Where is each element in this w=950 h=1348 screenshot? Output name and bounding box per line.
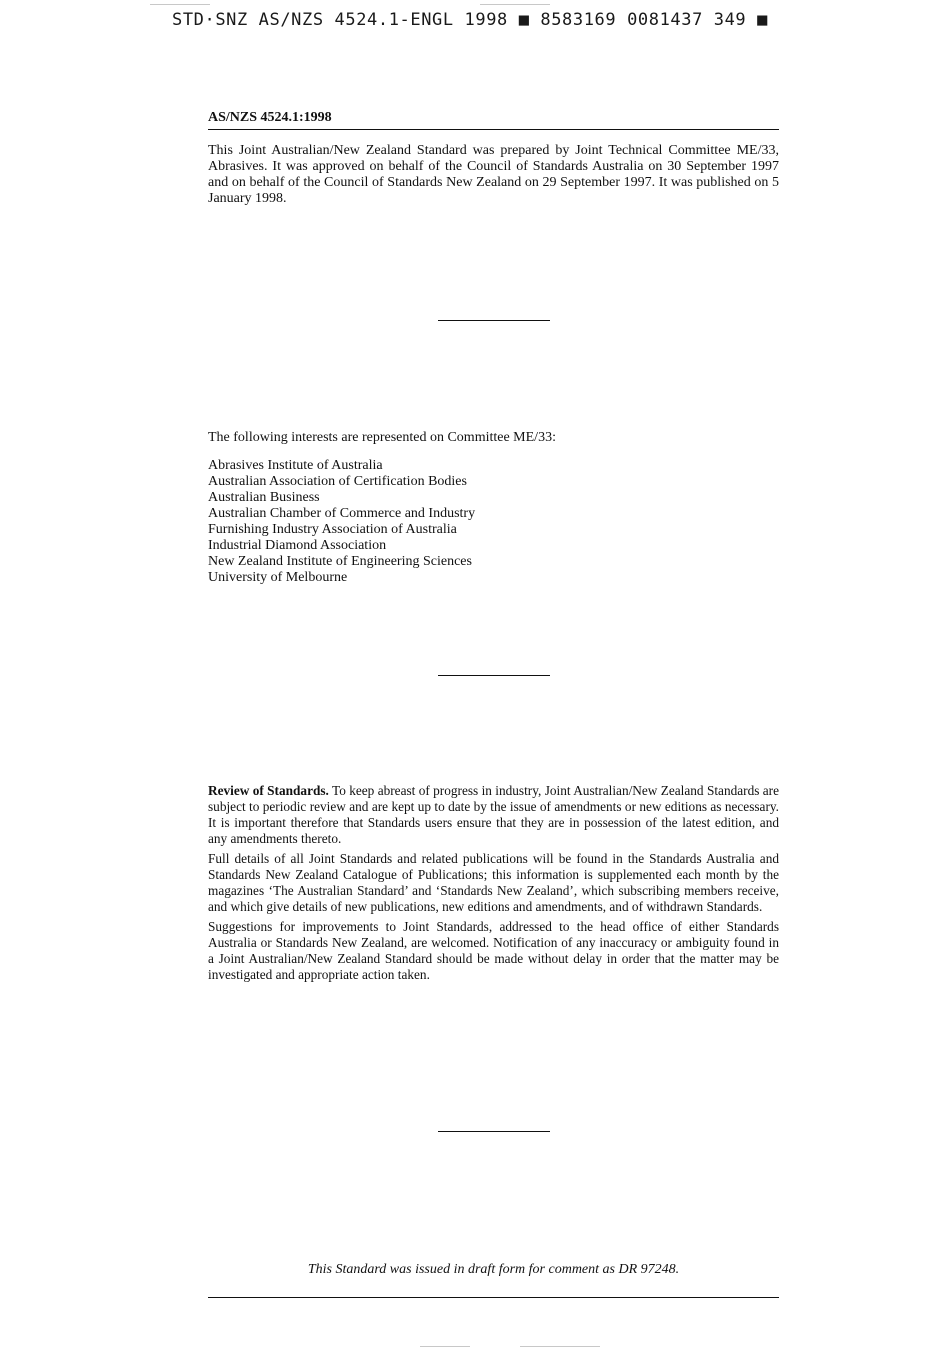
bottom-rule <box>208 1297 779 1298</box>
review-paragraph: Suggestions for improvements to Joint Standards, addressed to the head office of either Standards Australia or Standards New Zealand, are welcomed. Notification of any inaccuracy or ambiguity found in a Joint Australian/New Zealand Standard should be made without delay in order that the matter may be investigated and appropriate action taken. <box>208 919 779 982</box>
scan-artifact <box>480 4 550 5</box>
interests-list <box>208 458 475 586</box>
interests-intro: The following interests are represented on Committee ME/33: <box>208 430 556 445</box>
section-divider <box>438 675 550 676</box>
scan-header-code: STD·SNZ AS/NZS 4524.1-ENGL 1998 ■ 8583169 0081437 349 ■ <box>172 10 768 30</box>
top-rule <box>208 129 779 130</box>
review-heading: Review of Standards. <box>208 783 329 798</box>
list-item: Abrasives Institute of Australia <box>208 458 383 473</box>
scan-artifact <box>420 1346 470 1347</box>
document-id: AS/NZS 4524.1:1998 <box>208 110 332 125</box>
section-divider <box>438 320 550 321</box>
review-paragraph <box>208 783 779 847</box>
list-item: University of Melbourne <box>208 570 348 585</box>
scan-artifact <box>150 4 210 5</box>
review-text: To keep abreast of progress in industry, Joint Australian/New Zealand Standards are subject to periodic review and are kept up to date by the issue of amendments or new editions as necessary. It is important therefore that Standards users ensure that they are in possession of the latest edition, and any amendments thereto. <box>208 783 779 846</box>
section-divider <box>438 1131 550 1132</box>
list-item: Industrial Diamond Association <box>208 538 387 553</box>
list-item: New Zealand Institute of Engineering Sciences <box>208 554 472 569</box>
list-item: Furnishing Industry Association of Australia <box>208 522 457 537</box>
review-section <box>208 783 779 987</box>
draft-note: This Standard was issued in draft form for comment as DR 97248. <box>307 1262 680 1277</box>
list-item: Australian Business <box>208 490 320 505</box>
list-item: Australian Chamber of Commerce and Industry <box>208 506 476 521</box>
intro-paragraph: This Joint Australian/New Zealand Standard was prepared by Joint Technical Committee ME/33, Abrasives. It was approved on behalf of the Council of Standards Australia on 30 September 1997 and on behalf of the Council of Standards New Zealand on 29 September 1997. It was published on 5 January 1998. <box>208 143 779 206</box>
review-paragraph: Full details of all Joint Standards and related publications will be found in the Standards Australia and Standards New Zealand Catalogue of Publications; this information is supplemented each month by the magazines ‘The Australian Standard’ and ‘Standards New Zealand’, which subscribing members receive, and which give details of new publications, new editions and amendments, and of withdrawn Standards. <box>208 851 779 914</box>
list-item: Australian Association of Certification Bodies <box>208 474 467 489</box>
scan-artifact <box>520 1346 600 1347</box>
